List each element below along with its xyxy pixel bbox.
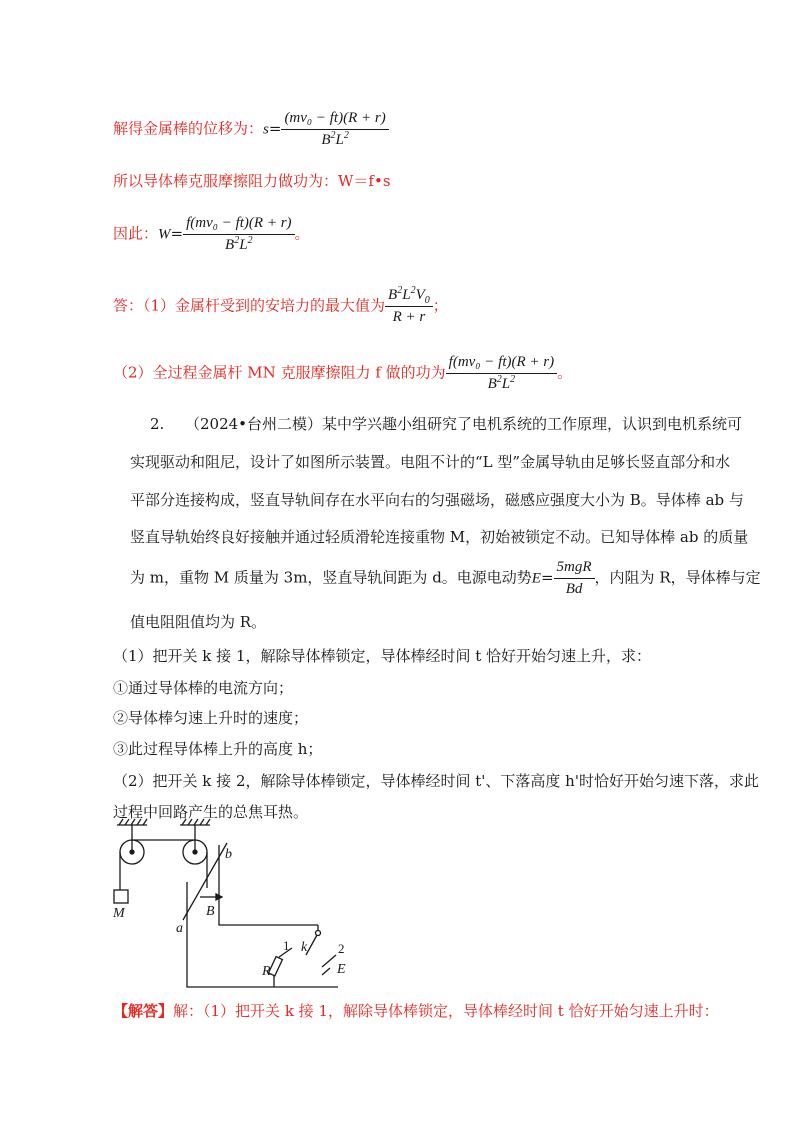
problem-line-1: （2024•台州二模）某中学兴趣小组研究了电机系统的工作原理，认识到电机系统可: [185, 415, 743, 433]
num-V: V: [415, 287, 425, 303]
den-L: L: [501, 376, 511, 392]
label-R: R: [262, 964, 271, 979]
pulley-right-axle: [193, 850, 197, 854]
period: 。: [294, 224, 310, 243]
question-1a: ①通过导体棒的电流方向；: [113, 679, 294, 697]
den-B: B: [487, 376, 497, 392]
text-prefix: 因此：: [113, 224, 159, 243]
fraction-numerator: f(mv₀ − ft)(R + r): [183, 213, 294, 235]
answer-tag: 【解答】: [113, 1002, 174, 1020]
fraction-denominator: Bd: [565, 581, 583, 597]
solution-line-work: 所以导体棒克服摩擦阻力做功为：W＝f•s: [113, 172, 391, 190]
label-B: B: [206, 904, 215, 919]
pulley-left-axle: [130, 850, 134, 854]
var-W: W: [158, 226, 171, 243]
question-1c: ③此过程导体棒上升的高度 h；: [113, 740, 323, 758]
sub: 0: [424, 295, 430, 306]
exp: 2: [510, 374, 516, 385]
label-1: 1: [283, 938, 290, 953]
battery-plate-long: [322, 955, 336, 967]
field-arrowhead: [216, 894, 222, 900]
fraction-numerator: (mv₀ − ft)(R + r): [281, 108, 388, 130]
problem-line-6: 值电阻阻值均为 R。: [130, 613, 267, 631]
exp: 2: [247, 235, 253, 246]
period: 。: [557, 363, 573, 382]
question-1: （1）把开关 k 接 1，解除导体棒锁定，导体棒经时间 t 恰好开始匀速上升，求：: [113, 647, 652, 665]
answer-line: [113, 1001, 719, 1021]
ceiling-hatch: [119, 819, 210, 825]
label-2: 2: [338, 941, 345, 956]
label-b: b: [225, 847, 232, 862]
den-B: B: [225, 237, 235, 253]
semicolon: ；: [432, 296, 448, 315]
text-part: 为 m，重物 M 质量为 3m，竖直导轨间距为 d。电源电动势: [130, 568, 532, 587]
switch-blade: [306, 935, 317, 955]
text-prefix: 解得金属棒的位移为：: [113, 119, 264, 138]
text-prefix: 答：（1）金属杆受到的安培力的最大值为: [113, 296, 386, 315]
exp: 2: [234, 235, 240, 246]
exp: 2: [397, 285, 403, 296]
fraction-numerator: f(mv₀ − ft)(R + r): [446, 352, 557, 374]
var-s: s: [263, 121, 269, 138]
var-E: E: [531, 570, 541, 587]
battery-plate-short: [322, 968, 330, 975]
equals: =: [268, 119, 282, 138]
exp: 2: [330, 130, 336, 141]
den-B: B: [321, 132, 331, 148]
problem-number: 2.: [150, 415, 165, 433]
fraction-denominator: R + r: [392, 309, 426, 325]
exp: 2: [496, 374, 502, 385]
resistor: [268, 957, 282, 976]
equals: =: [170, 224, 184, 243]
answer-text: 解：（1）把开关 k 接 1，解除导体棒锁定，导体棒经时间 t 恰好开始匀速上升时：: [173, 1002, 719, 1020]
problem-line-4: 竖直导轨始终良好接触并通过轻质滑轮连接重物 M，初始被锁定不动。已知导体棒 ab 的质量: [130, 528, 749, 546]
exp: 2: [343, 130, 349, 141]
equals: =: [540, 568, 554, 587]
den-L: L: [335, 132, 344, 148]
label-a: a: [176, 921, 183, 936]
question-2-line-1: （2）把开关 k 接 2，解除导体棒锁定，导体棒经时间 t'、下落高度 h'时恰好开始匀速下落，求此: [113, 772, 759, 790]
switch-pivot: [316, 931, 321, 936]
mass-block: [114, 890, 128, 903]
num-B: B: [388, 287, 398, 303]
problem-line-3: 平部分连接构成，竖直导轨间存在水平向右的匀强磁场，磁感应强度大小为 B。导体棒 ab 与: [130, 491, 744, 509]
problem-line-2: 实现驱动和阻尼，设计了如图所示装置。电阻不计的“L 型”金属导轨由足够长竖直部分和水: [130, 453, 731, 471]
rail-left: [187, 882, 300, 987]
text-part: ，内阻为 R，导体棒与定: [594, 568, 761, 587]
rail-right: [219, 845, 318, 925]
fraction-numerator: 5mgR: [554, 557, 595, 579]
label-M: M: [113, 906, 125, 921]
label-E: E: [337, 962, 346, 977]
question-2-line-2: 过程中回路产生的总焦耳热。: [113, 803, 309, 821]
den-L: L: [239, 237, 248, 253]
text-prefix: （2）全过程金属杆 MN 克服摩擦阻力 f 做的功为: [113, 363, 446, 382]
exp: 2: [410, 285, 416, 296]
num-L: L: [402, 287, 411, 303]
label-k: k: [301, 940, 308, 955]
question-1b: ②导体棒匀速上升时的速度；: [113, 709, 309, 727]
rod-ab: [183, 843, 227, 920]
